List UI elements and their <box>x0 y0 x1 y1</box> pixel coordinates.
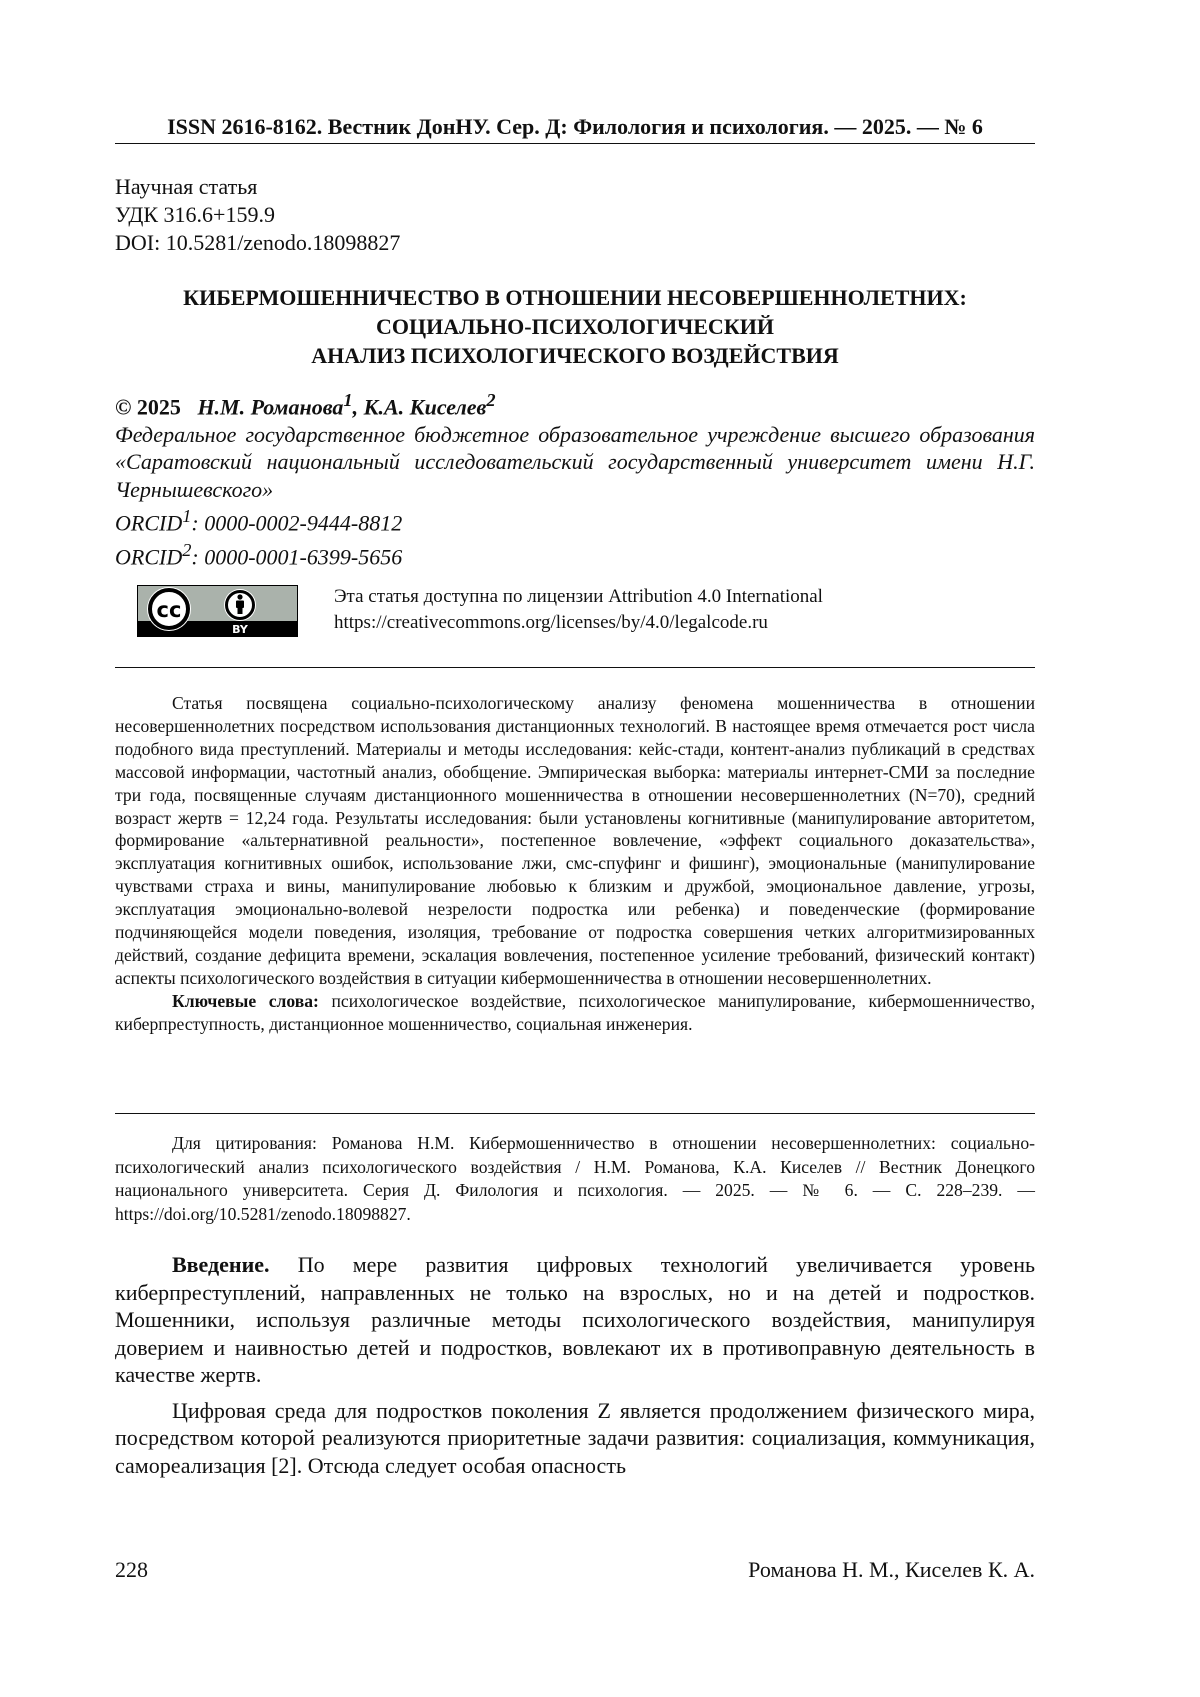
abstract-text: Статья посвящена социально-психологическому анализу феномена мошенничества в отношении несовершеннолетних посредством использования дистанционных технологий. В настоящее время отмечается рост числа подобного вида преступлений. Материалы и методы исследования: кейс-стади, контент-анализ публикаций в средствах массовой информации, частотный анализ, обобщение. Эмпирическая выборка: материалы интернет-СМИ за последние три года, посвященные случаям дистанционного мошенничества в отношении несовершеннолетних (N=70), средний возраст жертв = 12,24 года. Результаты исследования: были установлены когнитивные (манипулирование авторитетом, формирование «альтернативной реальности», постепенное вовлечение, «эффект социального доказательства», эксплуатация когнитивных ошибок, использование лжи, смс-спуфинг и фишинг), эмоциональные (манипулирование чувствами страха и вины, манипулирование любовью к близким и дружбой, эмоциональное давление, угрозы, эксплуатация эмоционально-волевой незрелости подростка или ребенка) и поведенческие (формирование подчиняющейся модели поведения, изоляция, требование от подростка совершения четких алгоритмизированных действий, создание дефицита времени, эскалация вовлечения, постепенное усиление требований, физический контакт) аспекты психологического воздействия в ситуации кибермошенничества в отношении несовершеннолетних. <box>115 693 1035 988</box>
running-header: ISSN 2616-8162. Вестник ДонНУ. Сер. Д: Филология и психология. — 2025. — № 6 <box>115 113 1035 144</box>
orcid-label: ORCID <box>115 510 183 536</box>
author-separator: , <box>352 394 364 420</box>
orcid-value: : 0000-0002-9444-8812 <box>191 510 403 536</box>
article-title <box>115 283 1035 370</box>
divider <box>115 1113 1035 1114</box>
body-paragraph <box>115 1251 1035 1389</box>
affiliation: Федеральное государственное бюджетное образовательное учреждение высшего образования «Саратовский национальный исследовательский государственный университет имени Н.Г. Чернышевского» <box>115 421 1035 502</box>
copyright: © 2025 <box>115 394 181 420</box>
abstract <box>115 692 1035 1036</box>
author-name: Н.М. Романова <box>197 394 344 420</box>
footer-authors: Романова Н. М., Киселев К. А. <box>748 1557 1035 1582</box>
orcid-sup: 1 <box>182 506 192 527</box>
body-paragraph: Цифровая среда для подростков поколения Z является продолжением физического мира, посредством которой реализуются приоритетные задачи развития: социализация, коммуникация, самореализация [2]. Отсюда следует особая опасность <box>115 1397 1035 1478</box>
keywords-label: Ключевые слова: <box>172 990 319 1011</box>
udc-code: УДК 316.6+159.9 <box>115 202 275 227</box>
by-label: BY <box>232 623 248 636</box>
orcid-label: ORCID <box>115 544 183 570</box>
citation: Для цитирования: Романова Н.М. Кибермошенничество в отношении несовершеннолетних: социально-психологический анализ психологического воздействия / Н.М. Романова, К.А. Киселев // Вестник Донецкого национального университета. Серия Д. Филология и психология. — 2025. — № 6. — С. 228–239. — https://doi.org/10.5281/zenodo.18098827. <box>115 1133 1035 1224</box>
orcid-value: : 0000-0001-6399-5656 <box>191 544 403 570</box>
article-meta <box>115 173 400 257</box>
license-text <box>334 584 1035 636</box>
intro-heading: Введение. <box>172 1252 270 1277</box>
author-block <box>115 387 1035 571</box>
title-line: СОЦИАЛЬНО-ПСИХОЛОГИЧЕСКИЙ <box>376 314 774 339</box>
paragraph-text: По мере развития цифровых технологий увеличивается уровень киберпреступлений, направленных не только на взрослых, но и на детей и подростков. Мошенники, используя различные методы психологического воздействия, манипулируя доверием и наивностью детей и подростков, вовлекают их в противоправную деятельность в качестве жертв. <box>115 1252 1036 1387</box>
cc-by-license-icon <box>137 585 298 637</box>
license-statement: Эта статья доступна по лицензии Attribution 4.0 International <box>334 586 823 607</box>
license-url[interactable]: https://creativecommons.org/licenses/by/4.0/legalcode.ru <box>334 612 768 633</box>
body-text <box>115 1251 1035 1487</box>
author-line <box>115 387 1035 421</box>
cc-logo-text: cc <box>156 598 182 622</box>
orcid-2 <box>115 537 1035 571</box>
title-line: АНАЛИЗ ПСИХОЛОГИЧЕСКОГО ВОЗДЕЙСТВИЯ <box>311 343 839 368</box>
author-sup: 1 <box>343 390 353 410</box>
article-type: Научная статья <box>115 174 258 199</box>
title-line: КИБЕРМОШЕННИЧЕСТВО В ОТНОШЕНИИ НЕСОВЕРШЕННОЛЕТНИХ: <box>183 285 967 310</box>
doi: DOI: 10.5281/zenodo.18098827 <box>115 230 401 255</box>
keywords-list: психологическое воздействие, психологическое манипулирование, кибермошенничество, киберпреступность, дистанционное мошенничество, социальная инженерия. <box>115 990 1036 1034</box>
author-name: К.А. Киселев <box>363 394 487 420</box>
orcid-1 <box>115 503 1035 537</box>
license-block <box>115 583 1035 643</box>
divider <box>115 667 1035 668</box>
keywords <box>115 990 1035 1036</box>
orcid-sup: 2 <box>182 540 192 561</box>
page-number: 228 <box>115 1557 148 1582</box>
author-sup: 2 <box>486 390 496 410</box>
